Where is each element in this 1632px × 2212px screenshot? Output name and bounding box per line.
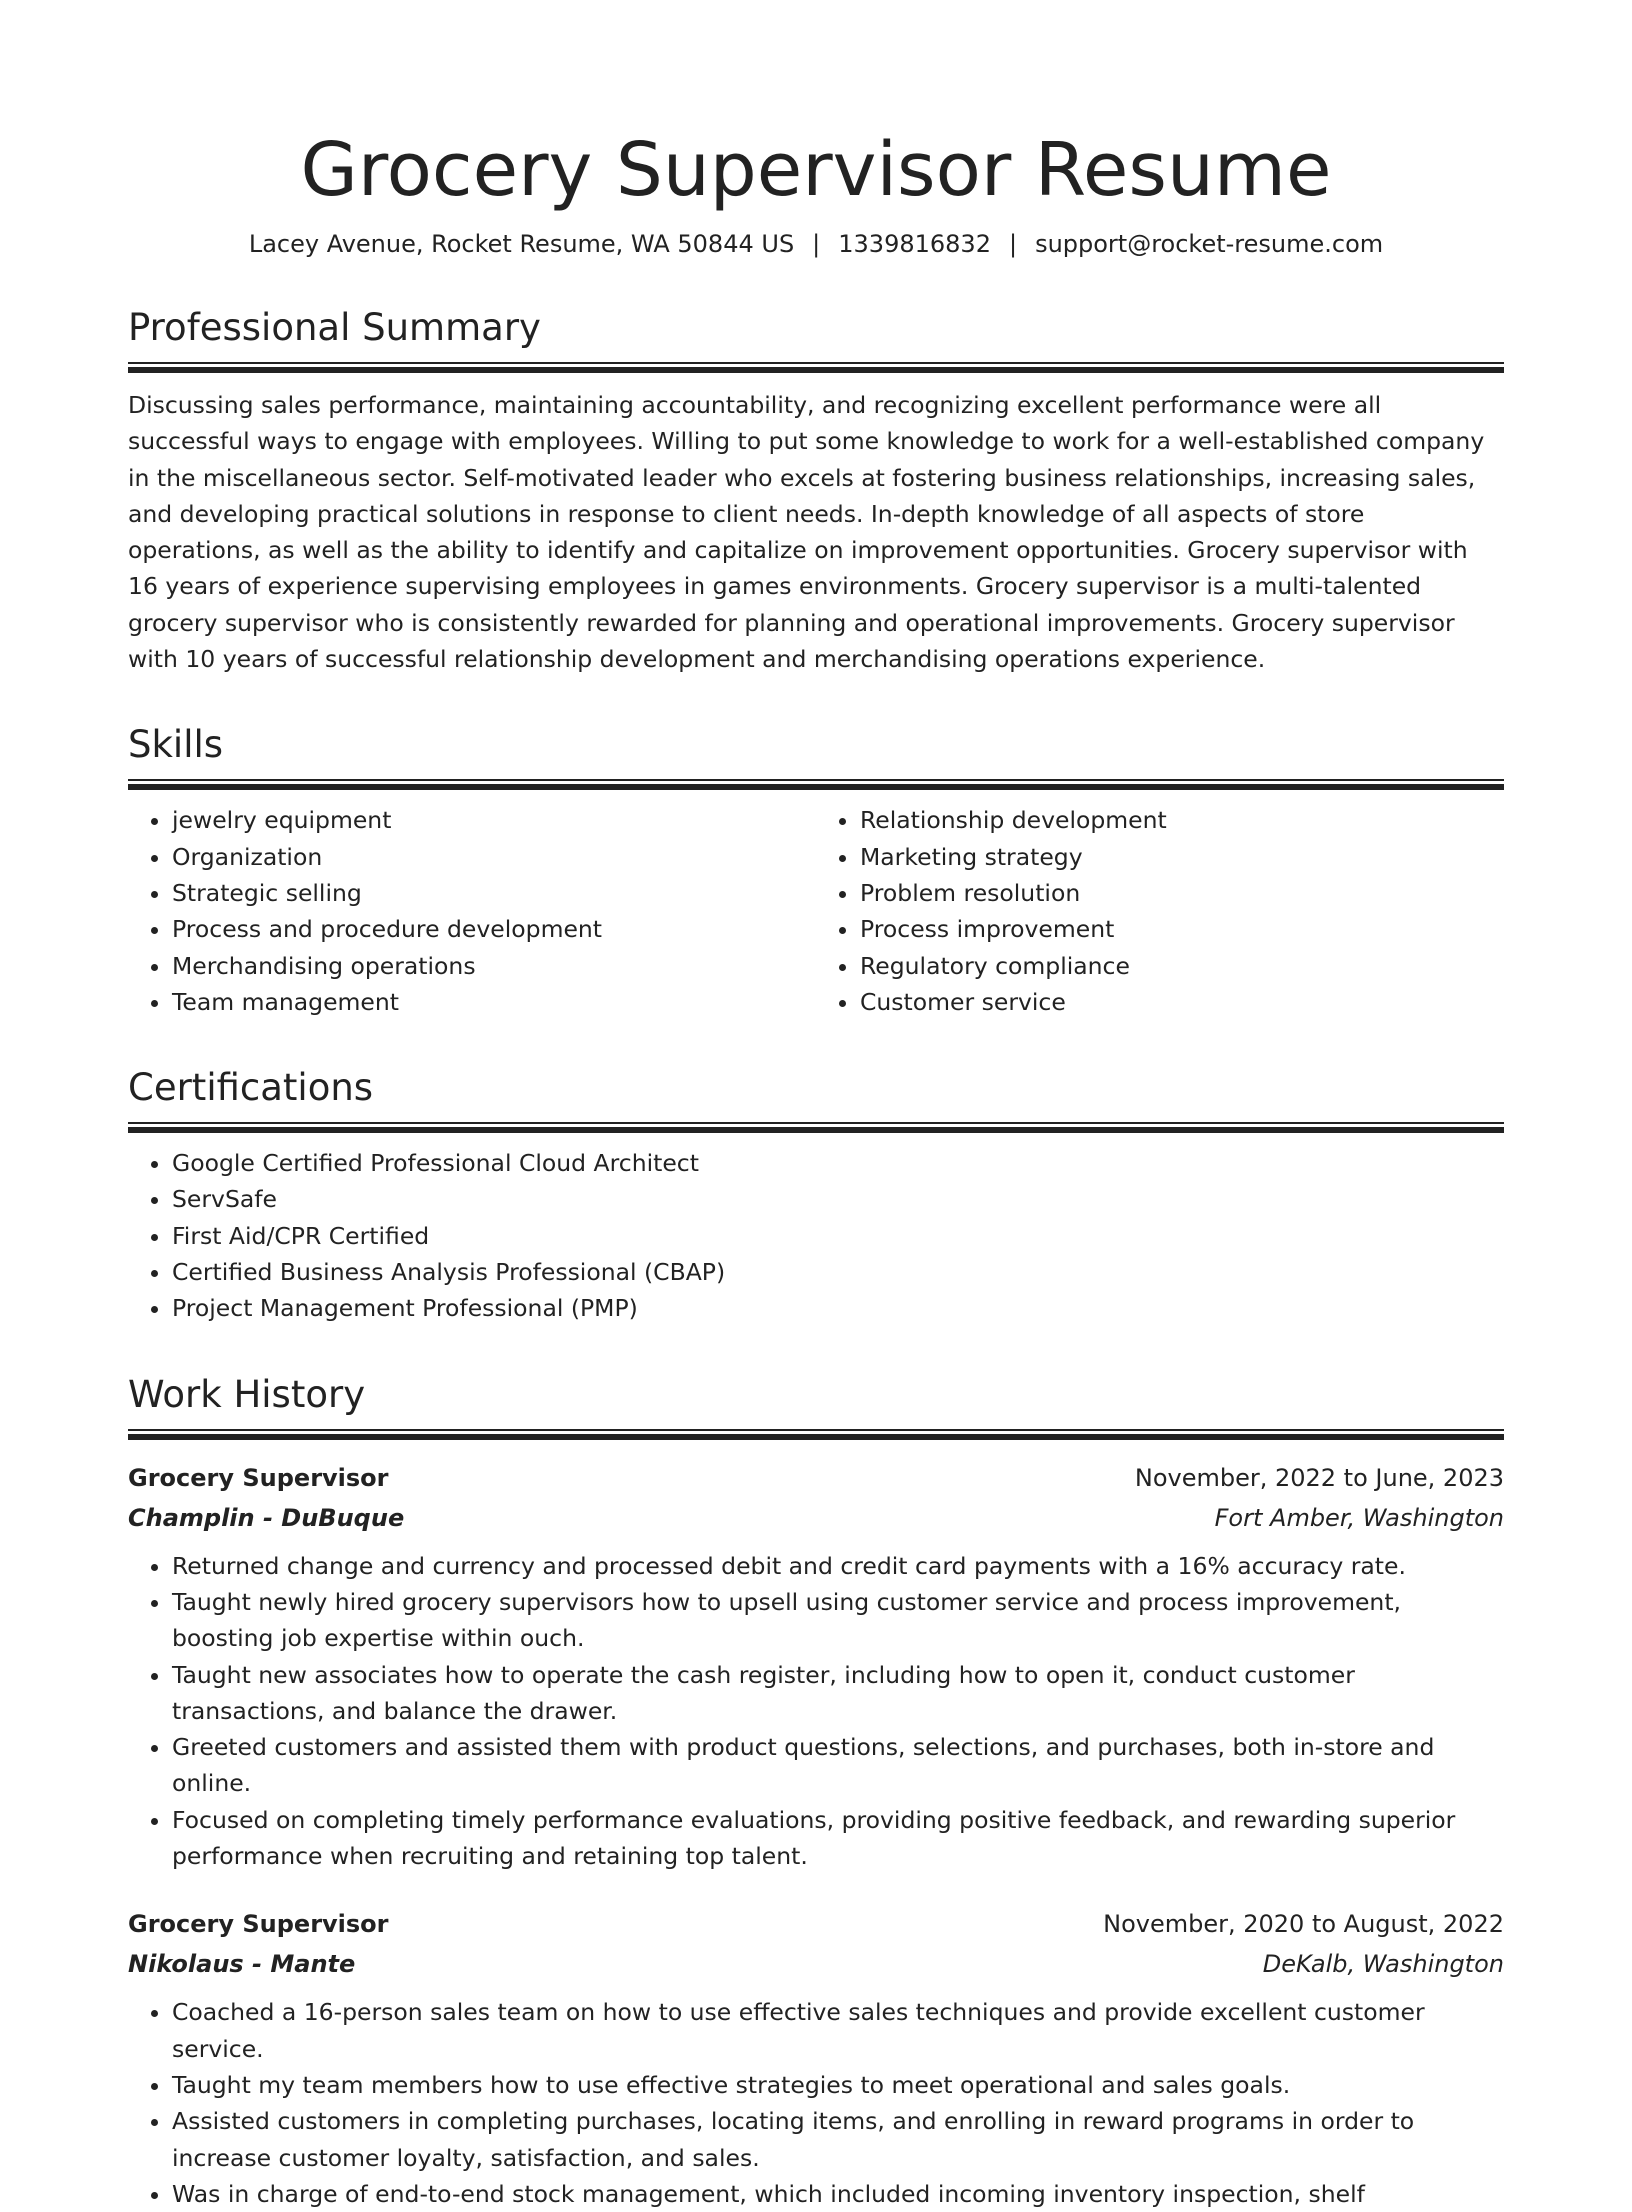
job-dates: November, 2020 to August, 2022 <box>1103 1910 1504 1939</box>
job-duty: • Focused on completing timely performance evaluations, providing positive feedback, and rewarding superior performance when recruiting and retaining top talent. <box>172 1802 1504 1875</box>
section-divider <box>128 1429 1504 1440</box>
section-divider <box>128 1122 1504 1133</box>
skill-item: • Problem resolution <box>860 875 1504 911</box>
job-entry <box>128 1904 1504 2212</box>
job-header-row <box>128 1458 1504 1498</box>
section-divider <box>128 779 1504 790</box>
certifications-list <box>128 1145 1504 1326</box>
job-location: DeKalb, Washington <box>1262 1950 1504 1979</box>
work-history-heading: Work History <box>128 1372 366 1416</box>
section-divider <box>128 362 1504 373</box>
page-title: Grocery Supervisor Resume <box>300 127 1332 213</box>
job-duty: • Taught new associates how to operate the cash register, including how to open it, conduct customer transactions, and balance the drawer. <box>172 1657 1504 1730</box>
skill-item: • Process and procedure development <box>172 911 816 947</box>
contact-separator: | <box>812 230 821 258</box>
contact-separator: | <box>1008 230 1018 258</box>
job-duty: • Taught newly hired grocery supervisors how to upsell using customer service and process improvement, boosting job expertise within ouch. <box>172 1584 1504 1657</box>
job-company: Champlin - DuBuque <box>128 1503 405 1532</box>
contact-line <box>128 228 1504 260</box>
contact-email: support@rocket-resume.com <box>1035 230 1384 258</box>
work-history-section <box>128 1373 1504 2212</box>
skill-item: • Merchandising operations <box>172 948 816 984</box>
job-duty: • Assisted customers in completing purchases, locating items, and enrolling in reward programs in order to increase customer loyalty, satisfaction, and sales. <box>172 2103 1504 2176</box>
certification-item: • Google Certified Professional Cloud Architect <box>172 1145 1504 1181</box>
certification-item: • First Aid/CPR Certified <box>172 1218 1504 1254</box>
certification-item: • ServSafe <box>172 1181 1504 1217</box>
resume-page <box>128 0 1504 2208</box>
skill-item: • Relationship development <box>860 802 1504 838</box>
job-location: Fort Amber, Washington <box>1214 1503 1504 1532</box>
skill-item: • Regulatory compliance <box>860 948 1504 984</box>
skills-section <box>128 723 1504 1020</box>
skills-grid <box>128 790 1504 1020</box>
skills-list-right <box>816 802 1504 1020</box>
skill-item: • Strategic selling <box>172 875 816 911</box>
certification-item: • Project Management Professional (PMP) <box>172 1290 1504 1326</box>
certifications-heading: Certifications <box>128 1066 374 1110</box>
skill-item: • Team management <box>172 984 816 1020</box>
skill-item: • jewelry equipment <box>172 802 816 838</box>
skills-list-left <box>128 802 816 1020</box>
skills-heading: Skills <box>128 723 224 767</box>
job-company: Nikolaus - Mante <box>128 1950 356 1979</box>
job-duty: • Taught my team members how to use effective strategies to meet operational and sales goals. <box>172 2067 1504 2103</box>
certification-item: • Certified Business Analysis Professional (CBAP) <box>172 1254 1504 1290</box>
job-duty: • Coached a 16-person sales team on how to use effective sales techniques and provide excellent customer service. <box>172 1994 1504 2067</box>
job-duty: • Returned change and currency and processed debit and credit card payments with a 16% accuracy rate. <box>172 1548 1504 1584</box>
certifications-section <box>128 1066 1504 1326</box>
skill-item: • Customer service <box>860 984 1504 1020</box>
skill-item: • Process improvement <box>860 911 1504 947</box>
job-duty: • Greeted customers and assisted them with product questions, selections, and purchases, both in-store and online. <box>172 1729 1504 1802</box>
summary-heading: Professional Summary <box>128 306 541 349</box>
summary-text: Discussing sales performance, maintaining accountability, and recognizing excellent performance were all successful ways to engage with employees. Willing to put some knowledge to work for a well-established company in the miscellaneous sector. Self-motivated leader who excels at fostering business relationships, increasing sales, and developing practical solutions in response to client needs. In-depth knowledge of all aspects of store operations, as well as the ability to identify and capitalize on improvement opportunities. Grocery supervisor with 16 years of experience supervising employees in games environments. Grocery supervisor is a multi-talented grocery supervisor who is consistently rewarded for planning and operational improvements. Grocery supervisor with 10 years of successful relationship development and merchandising operations experience. <box>128 391 1485 674</box>
job-duties-list <box>128 1994 1504 2212</box>
skill-item: • Marketing strategy <box>860 839 1504 875</box>
summary-section <box>128 306 1504 677</box>
job-duty: • Was in charge of end-to-end stock management, which included incoming inventory inspection, shelf <box>172 2176 1504 2212</box>
job-dates: November, 2022 to June, 2023 <box>1134 1463 1504 1492</box>
job-title: Grocery Supervisor <box>128 1463 389 1492</box>
job-duties-list <box>128 1548 1504 1875</box>
job-company-row <box>128 1498 1504 1538</box>
contact-phone: 1339816832 <box>838 230 991 258</box>
contact-address: Lacey Avenue, Rocket Resume, WA 50844 US <box>248 230 795 258</box>
job-header-row <box>128 1904 1504 1944</box>
skill-item: • Organization <box>172 839 816 875</box>
job-company-row <box>128 1944 1504 1984</box>
job-entry <box>128 1458 1504 1875</box>
job-title: Grocery Supervisor <box>128 1910 389 1939</box>
